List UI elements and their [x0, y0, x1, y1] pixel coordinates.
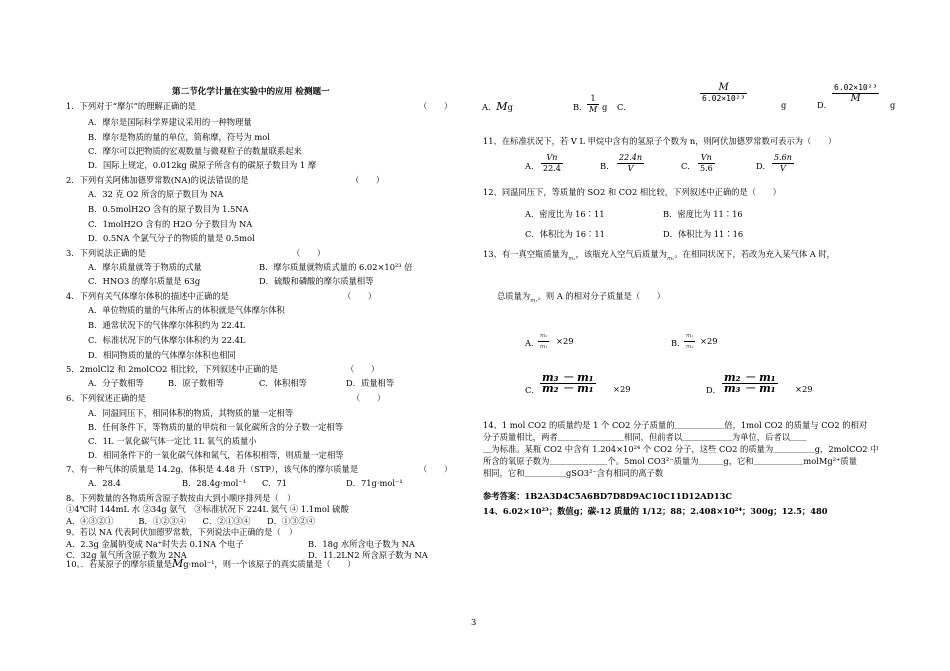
q3-question: 3．下列说法正确的是	[66, 248, 146, 258]
q10-option-d-fraction: 6.02×10²³ M	[834, 83, 878, 104]
q11-option-c-label: C．	[681, 161, 696, 171]
q13-option-b-fraction: m₁ m₂	[686, 333, 694, 350]
q1-answer-blank: （ ）	[419, 101, 453, 111]
q7opts-option-3: C．71	[262, 478, 288, 488]
q13-option-d-fraction: m₂ － m₁ m₃ － m₁	[724, 371, 776, 395]
q11-option-a-fraction: Vn 22.4	[543, 153, 561, 173]
q13-option-c-times: ×29	[613, 384, 631, 394]
q4b-line: B．通常状况下的气体摩尔体积约为 22.4L	[88, 320, 246, 330]
q12-option-d: D．体积比为 11∶16	[663, 229, 744, 239]
q9a-second-option: B．18g 水所含电子数为 NA	[308, 539, 415, 549]
q10-option-a: A．Mg	[482, 100, 513, 113]
q12-question: 12、同温同压下，等质量的 SO2 和 CO2 相比较，下列叙述中正确的是（ ）	[483, 187, 781, 197]
q6-answer-blank: （ ）	[352, 393, 386, 403]
q7-question: 7、有一种气体的质量是 14.2g，体积是 4.48 升（STP），该气体的摩尔质量是	[66, 464, 359, 474]
q7opts-option-2: B．28.4g·mol⁻¹	[182, 478, 247, 488]
q14-line4: 所含的氧原子数为＿＿＿＿＿＿＿个。5mol CO3²⁻质量为＿＿＿g，它和＿＿＿＿＿＿molMg²⁺质量	[483, 456, 858, 466]
q10-option-c-label: C．	[617, 102, 632, 112]
answer-key-label: 参考答案：	[483, 491, 525, 501]
q10-option-b-fraction: 1 M	[589, 94, 598, 114]
q10-option-b-unit: g	[602, 102, 608, 112]
q13-option-d-times: ×29	[795, 384, 813, 394]
q2c-line: C．1molH2O 含有的 H2O 分子数目为 NA	[88, 219, 253, 229]
q3a-second-option: B．摩尔质量就物质式量的 6.02×10²³ 倍	[259, 262, 413, 272]
q4a-line: A．单位物质的量的气体所占的体积就是气体摩尔体积	[88, 305, 285, 315]
q8a-line: ①4℃时 144mL 水 ②34g 氨气 ③标准状况下 224L 氦气 ④ 1.1mol 硫酸	[66, 504, 349, 514]
answer-key-choices: 1B2A3D4C5A6BD7D8D9AC10C11D12AD13C	[524, 491, 732, 501]
q13-option-a-times: ×29	[556, 336, 574, 346]
q9-question: 9、若以 NA 代表阿伏加德罗常数，下列说法中正确的是（ ）	[66, 527, 298, 537]
q13-option-d-label: D．	[706, 385, 721, 395]
q10-option-c-unit: g	[781, 100, 787, 110]
q5-question: 5．2molCl2 和 2molCO2 相比较，下列叙述中正确的是	[66, 364, 278, 374]
q5-answer-blank: （ ）	[346, 364, 380, 374]
q11-option-b-label: B．	[600, 161, 615, 171]
q11-option-d-fraction: 5.6n V	[774, 153, 792, 173]
q12-option-a: A．密度比为 16∶11	[525, 209, 605, 219]
q13-option-c-label: C．	[525, 385, 540, 395]
q3-answer-blank: （ ）	[292, 248, 326, 258]
q1a-line: A．摩尔是国际科学界建议采用的一种物理量	[88, 117, 252, 127]
q5opts-option-3: C．体积相等	[259, 378, 307, 388]
q1-question: 1．下列对于“摩尔”的理解正确的是	[66, 101, 196, 111]
q4-answer-blank: （ ）	[343, 291, 377, 301]
q10-option-c-fraction: M 6.02×10²³	[702, 82, 746, 103]
q12-option-c: C．体积比为 16∶11	[525, 229, 605, 239]
q5opts-option-4: D．质量相等	[346, 378, 395, 388]
q1b-line: B．摩尔是物质的量的单位，简称摩，符号为 mol	[88, 132, 270, 142]
q12-option-b: B．密度比为 11∶16	[663, 209, 743, 219]
q2a-line: A．32 克 O2 所含的原子数目为 NA	[88, 189, 224, 199]
q8b-line: A．④③②① B．①②③④ C．②①③④ D．①③②④	[66, 516, 316, 526]
q3c-line: C．HNO3 的摩尔质量是 63g	[88, 276, 201, 286]
q9a-line: A．2.3g 金属钠变成 Na⁺时失去 0.1NA 个电子	[66, 539, 244, 549]
q1c-line: C．摩尔可以把物质的宏观数量与微观粒子的数量联系起来	[88, 146, 302, 156]
q3c-second-option: D．硫酸和磷酸的摩尔质量相等	[259, 276, 374, 286]
q10-option-d-label: D．	[817, 100, 832, 110]
q5opts-option-1: A．分子数相等	[88, 378, 144, 388]
q13-option-a-label: A．	[525, 338, 540, 348]
q6d-line: D．相同条件下的一氧化碳气体和氮气，若体积相等，则质量一定相等	[88, 450, 344, 460]
q13-question-line1: 13、有一真空瓶质量为$_{m_1}$，该瓶充入空气后质量为$_{m_2}$。在相同状况下，若改为充入某气体 A 时，	[483, 249, 835, 262]
q2-question: 2．下列有关阿佛加德罗常数(NA)的说法错误的是	[66, 175, 249, 185]
q11-option-d-label: D．	[756, 161, 771, 171]
q14-line1: 14、1 mol CO2 的质量约是 1 个 CO2 分子质量的＿＿＿＿＿＿倍，1mol CO2 的质量与 CO2 的相对	[483, 420, 868, 430]
q13-question-line2: 总质量为$_{m_3}$。则 A 的相对分子质量是（ ）	[497, 291, 666, 304]
page-number: 3	[471, 617, 477, 627]
q6c-line: C．1L 一氧化碳气体一定比 1L 氧气的质量小	[88, 436, 257, 446]
answer-key-line2: 14、6.02×10²³；数值g；碳-12 质量的 1/12；88；2.408×10²⁴；300g；12.5；480	[483, 506, 828, 516]
q7opts-option-1: A．28.4	[88, 478, 121, 488]
q13-option-b-label: B．	[671, 338, 686, 348]
q2b-line: B．0.5molH2O 含有的原子数目为 1.5NA	[88, 204, 249, 214]
q5opts-option-2: B．原子数相等	[168, 378, 224, 388]
q9c-line: C．32g 氧气所含原子数为 2NA	[66, 550, 187, 560]
q4d-line: D．相同物质的量的气体摩尔体积也相同	[88, 350, 236, 360]
q10-option-b-label: B．	[573, 102, 588, 112]
q13-option-c-fraction: m₃ － m₁ m₂ － m₁	[542, 371, 594, 395]
page-title: 第二节化学计量在实验中的应用 检测题一	[172, 87, 330, 97]
q2-answer-blank: （ ）	[351, 175, 385, 185]
q11-option-b-fraction: 22.4n V	[619, 153, 642, 173]
q10-question: 10、．若某原子的摩尔质量是Mg·mol⁻¹，则一个该原子的真实质量是（ ）	[66, 557, 356, 570]
q7opts-option-4: D．71g·mol⁻¹	[346, 478, 403, 488]
q2d-line: D．0.5NA 个氯气分子的物质的量是 0.5mol	[88, 233, 255, 243]
q11-question: 11、在标准状况下，若 V L 甲烷中含有的氢原子个数为 n，则阿伏加德罗常数可表示为（ ）	[483, 136, 837, 146]
q11-option-c-fraction: Vn 5.6	[700, 153, 713, 173]
q6a-line: A．同温同压下，相同体积的物质，其物质的量一定相等	[88, 408, 294, 418]
q6-question: 6、下列叙述正确的是	[66, 393, 146, 403]
q10-option-d-unit: g	[890, 100, 896, 110]
q13-option-a-fraction: m₂ m₁	[540, 333, 548, 350]
q8-question: 8、下列数量的各物质所含原子数按由大到小顺序排列是（ ）	[66, 493, 296, 503]
q14-line2: 分子质量相比，两者＿＿＿＿＿＿＿＿相同，但前者以＿＿＿＿＿＿为单位，后者以＿＿	[483, 432, 807, 442]
answer-key-line1	[483, 491, 732, 501]
molar-mass-symbol: M	[171, 557, 184, 570]
q4c-line: C．标准状况下的气体摩尔体积约为 22.4L	[88, 335, 246, 345]
q4-question: 4．下列有关气体摩尔体积的描述中正确的是	[66, 291, 229, 301]
q6b-line: B．任何条件下，等物质的量的甲烷和一氧化碳所含的分子数一定相等	[88, 422, 344, 432]
q3a-line: A．摩尔质量就等于物质的式量	[88, 262, 202, 272]
q7-answer-blank: （ ）	[419, 464, 453, 474]
q13-option-b-times: ×29	[700, 336, 718, 346]
q14-line5: 相同，它和＿＿＿＿＿gSO3²⁻含有相同的离子数	[483, 468, 664, 478]
q11-option-a-label: A．	[525, 161, 540, 171]
q14-line3: ＿为标准。某瓶 CO2 中含有 1.204×10²⁴ 个 CO2 分子，这些 CO2 的质量为＿＿＿＿＿g，2molCO2 中	[483, 444, 879, 454]
q1d-line: D．国际上规定，0.012kg 碳原子所含有的碳原子数目为 1 摩	[88, 160, 317, 170]
q9c-second-option: D．11.2LN2 所含原子数为 NA	[308, 550, 428, 560]
